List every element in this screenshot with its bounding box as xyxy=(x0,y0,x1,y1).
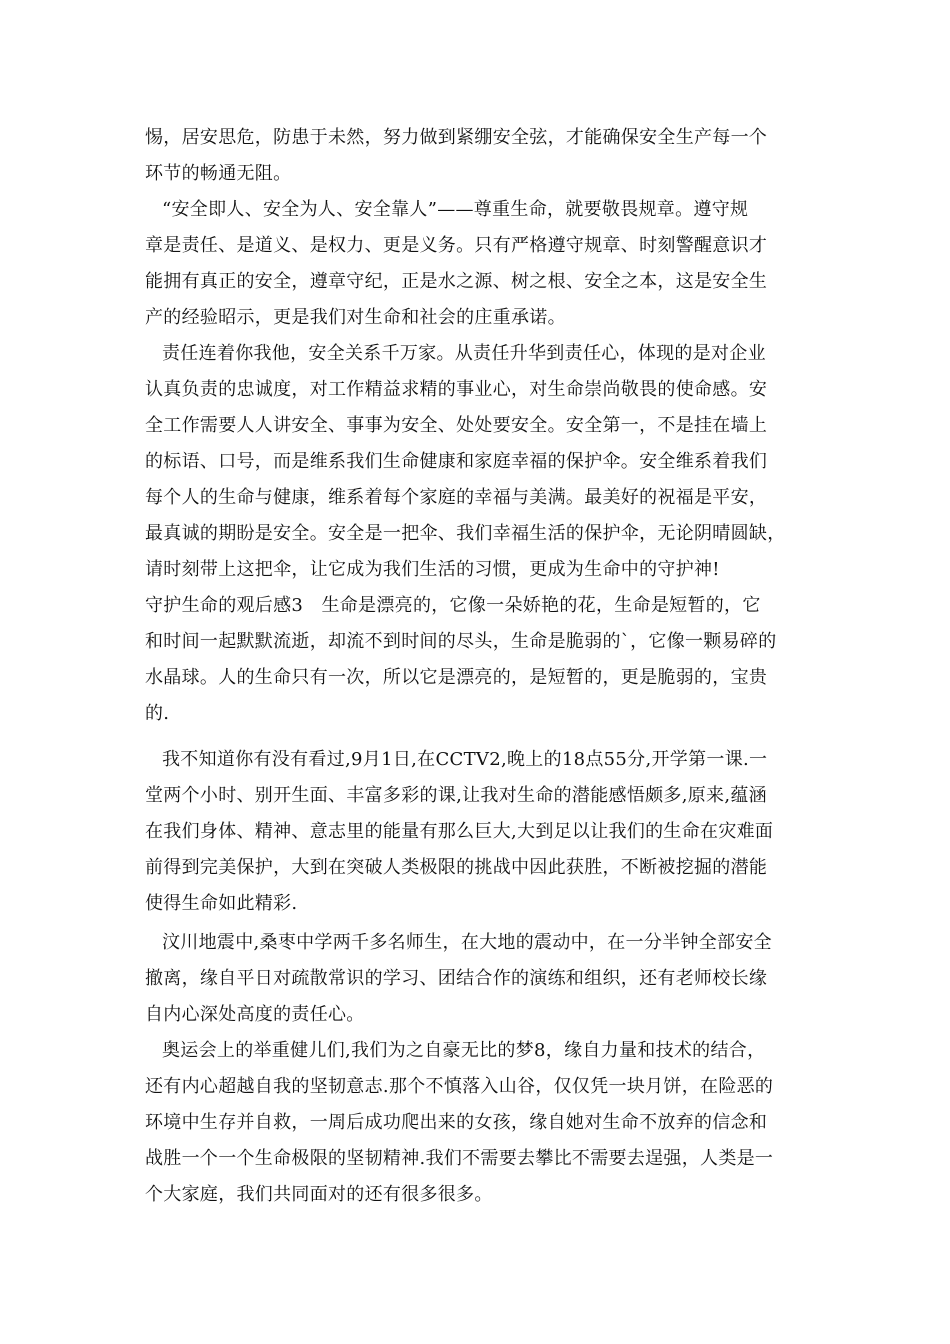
text-line: 认真负责的忠诚度，对工作精益求精的事业心，对生命崇尚敬畏的使命感。安 xyxy=(145,379,768,400)
text-line: 环节的畅通无阻。 xyxy=(145,163,292,184)
text-line: 章是责任、是道义、是权力、更是义务。只有严格遵守规章、时刻警醒意识才 xyxy=(145,235,768,256)
text-line: 产的经验昭示，更是我们对生命和社会的庄重承诺。 xyxy=(145,307,566,328)
text-line: 在我们身体、精神、意志里的能量有那么巨大,大到足以让我们的生命在灾难面 xyxy=(145,821,774,842)
paragraph-first-line: “安全即人、安全为人、安全靠人”——尊重生命，就要敬畏规章。遵守规 xyxy=(162,199,749,220)
text-line: 水晶球。人的生命只有一次，所以它是漂亮的，是短暂的，更是脆弱的，宝贵 xyxy=(145,667,768,688)
text-line: 惕，居安思危，防患于未然，努力做到紧绷安全弦，才能确保安全生产每一个 xyxy=(145,127,768,148)
paragraph-first-line: 汶川地震中,桑枣中学两千多名师生，在大地的震动中，在一分半钟全部安全 xyxy=(162,932,772,953)
text-line: 请时刻带上这把伞，让它成为我们生活的习惯，更成为生命中的守护神! xyxy=(145,559,720,580)
text-line: 的. xyxy=(145,703,170,724)
text-line: 前得到完美保护，大到在突破人类极限的挑战中因此获胜，不断被挖掘的潜能 xyxy=(145,857,768,878)
text-line: 个大家庭，我们共同面对的还有很多很多。 xyxy=(145,1184,493,1205)
paragraph-first-line: 奥运会上的举重健儿们,我们为之自豪无比的梦8，缘自力量和技术的结合， xyxy=(162,1040,766,1061)
text-line: 战胜一个一个生命极限的坚韧精神.我们不需要去攀比不需要去逞强，人类是一 xyxy=(145,1148,774,1169)
text-line: 环境中生存并自救，一周后成功爬出来的女孩，缘自她对生命不放弃的信念和 xyxy=(145,1112,768,1133)
section-heading-line: 守护生命的观后感3 生命是漂亮的，它像一朵娇艳的花，生命是短暂的，它 xyxy=(145,595,761,616)
text-line: 使得生命如此精彩. xyxy=(145,893,298,914)
paragraph-first-line: 责任连着你我他，安全关系千万家。从责任升华到责任心，体现的是对企业 xyxy=(162,343,766,364)
text-line: 最真诚的期盼是安全。安全是一把伞、我们幸福生活的保护伞，无论阴晴圆缺， xyxy=(145,523,786,544)
text-line: 全工作需要人人讲安全、事事为安全、处处要安全。安全第一，不是挂在墙上 xyxy=(145,415,768,436)
text-line: 每个人的生命与健康，维系着每个家庭的幸福与美满。最美好的祝福是平安， xyxy=(145,487,768,508)
text-line: 撤离，缘自平日对疏散常识的学习、团结合作的演练和组织，还有老师校长缘 xyxy=(145,968,768,989)
text-line: 能拥有真正的安全，遵章守纪，正是水之源、树之根、安全之本，这是安全生 xyxy=(145,271,768,292)
text-line: 堂两个小时、别开生面、丰富多彩的课,让我对生命的潜能感悟颇多,原来,蕴涵 xyxy=(145,785,767,806)
text-line: 自内心深处高度的责任心。 xyxy=(145,1004,365,1025)
text-line: 还有内心超越自我的坚韧意志.那个不慎落入山谷，仅仅凭一块月饼，在险恶的 xyxy=(145,1076,774,1097)
paragraph-first-line: 我不知道你有没有看过,9月1日,在CCTV2,晚上的18点55分,开学第一课.一 xyxy=(162,749,768,770)
text-line: 的标语、口号，而是维系我们生命健康和家庭幸福的保护伞。安全维系着我们 xyxy=(145,451,768,472)
text-line: 和时间一起默默流逝，却流不到时间的尽头，生命是脆弱的`，它像一颗易碎的 xyxy=(145,631,777,652)
